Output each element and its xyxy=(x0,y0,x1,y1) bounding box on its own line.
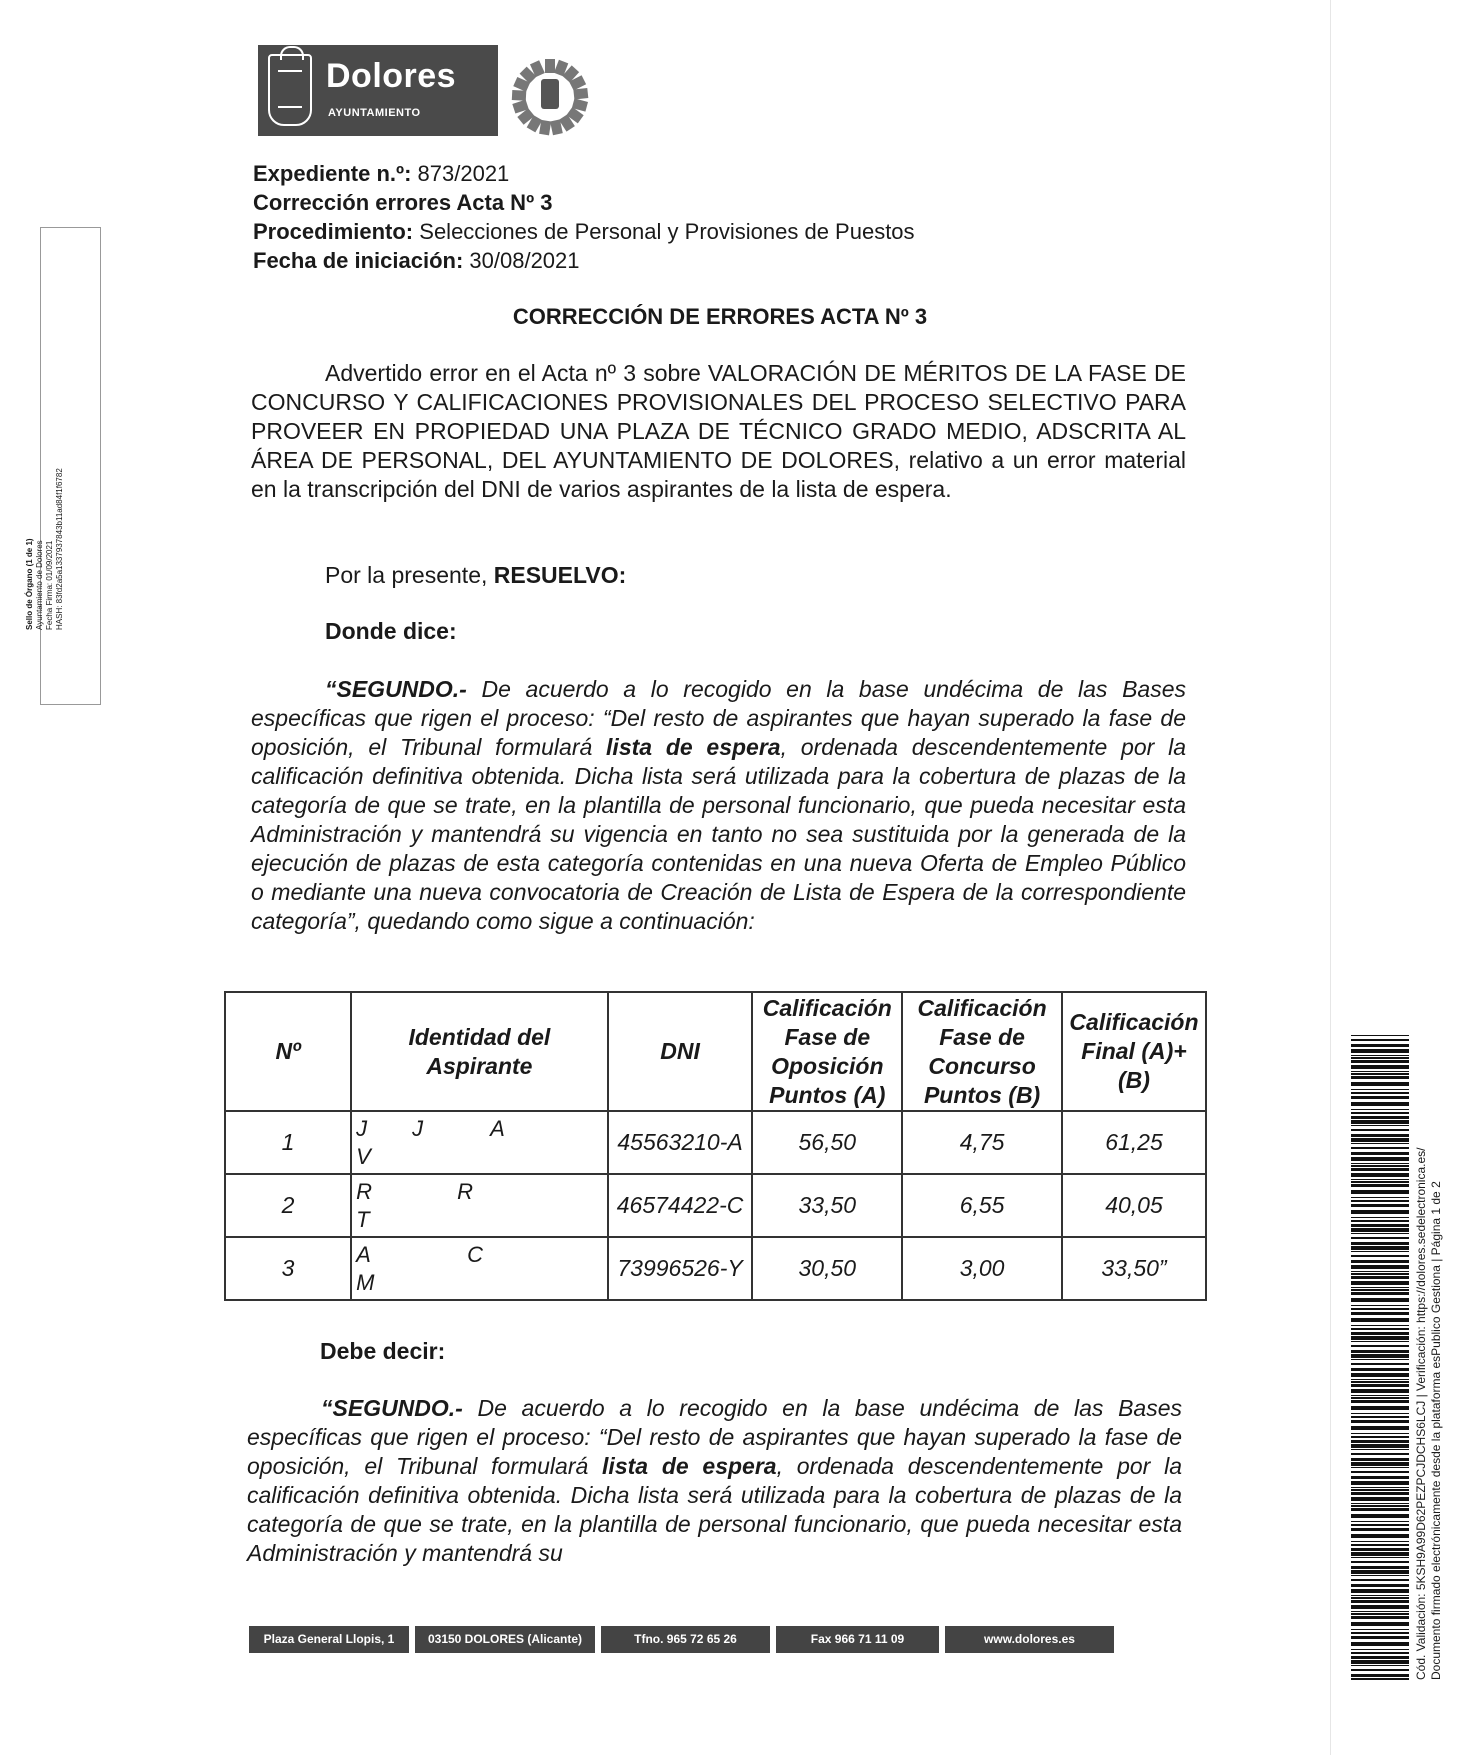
resuelvo-bold: RESUELVO: xyxy=(493,562,627,588)
cell-dni: 46574422-C xyxy=(608,1174,753,1237)
segundo-text-2: , ordenada descendentemente por la calificación definitiva obtenida. Dicha lista será utilizada para la cobertura de plazas de la categoría de que se trate, en la plantilla de personal funcionario, que pueda necesitar esta Administración y mantendrá su vigencia en tanto no sea sustituida por la generada de la ejecución de plazas de esta categoría contenidas en una nueva Oferta de Empleo Público o mediante una nueva convocatoria de Creación de Lista de Espera de la correspondiente categoría”, quedando como sigue a continuación: xyxy=(251,734,1187,934)
logo-name: Dolores xyxy=(326,57,457,95)
segundo-bold: lista de espera xyxy=(602,1453,777,1479)
stamp-line: Ayuntamiento de Dolores xyxy=(35,540,44,630)
resuelvo-prefix: Por la presente, xyxy=(325,562,488,588)
footer-address: Plaza General Llopis, 1 xyxy=(249,1626,409,1653)
expediente-label: Expediente n.º: xyxy=(253,161,412,186)
table-header-row xyxy=(225,992,1206,1111)
cell-oposicion: 56,50 xyxy=(752,1111,902,1174)
table-row xyxy=(225,1111,1206,1174)
name-initial: V xyxy=(356,1144,371,1169)
lista-espera-table xyxy=(224,991,1207,1301)
cell-final: 61,25 xyxy=(1062,1111,1206,1174)
procedimiento-label: Procedimiento: xyxy=(253,219,414,244)
document-title: CORRECCIÓN DE ERRORES ACTA Nº 3 xyxy=(512,304,928,329)
cell-dni: 73996526-Y xyxy=(608,1237,753,1300)
footer-website: www.dolores.es xyxy=(945,1626,1114,1653)
debe-decir-heading: Debe decir: xyxy=(320,1338,446,1364)
correccion-line: Corrección errores Acta Nº 3 xyxy=(253,190,553,215)
segundo-text-2b: , ordenada descendentemente por la calificación definitiva obtenida. Dicha lista será utilizada para la cobertura de plazas de la categoría de que se trate, en la plantilla de personal funcionario, que pueda necesitar esta Administración y mantendrá su xyxy=(247,1453,1183,1566)
validation-text xyxy=(1414,1148,1444,1681)
validation-line: Documento firmado electrónicamente desde la plataforma esPublico Gestiona | Página 1 de 2 xyxy=(1429,1181,1443,1680)
name-initial: J xyxy=(356,1116,368,1141)
name-initial: R xyxy=(457,1179,474,1204)
name-initial: A xyxy=(490,1116,505,1141)
segundo-text-1: De acuerdo a lo recogido en la base undécima de las Bases específicas que rigen el proceso: “Del resto de aspirantes que hayan superado la fase de oposición, el Tribunal formulará xyxy=(247,1395,1183,1479)
cell-concurso: 6,55 xyxy=(902,1174,1062,1237)
cell-oposicion: 33,50 xyxy=(752,1174,902,1237)
validation-line: Cód. Validación: 5KSH9A99D62PEZPCJDCHS6LCJ | Verificación: https://dolores.sedelectronica.es/ xyxy=(1414,1147,1428,1680)
fecha-value: 30/08/2021 xyxy=(469,248,580,273)
cell-identidad xyxy=(351,1111,608,1174)
segundo-label: “SEGUNDO.- xyxy=(325,676,467,702)
cell-num: 2 xyxy=(225,1174,351,1237)
segundo-paragraph-corrected xyxy=(247,1394,1182,1568)
cell-dni: 45563210-A xyxy=(608,1111,753,1174)
segundo-text-1: De acuerdo a lo recogido en la base undécima de las Bases específicas que rigen el proceso: “Del resto de aspirantes que hayan superado la fase de oposición, el Tribunal formulará xyxy=(251,676,1187,760)
segundo-label: “SEGUNDO.- xyxy=(321,1395,463,1421)
name-initial: T xyxy=(356,1207,370,1232)
name-initial: R xyxy=(356,1179,373,1204)
resuelvo-line xyxy=(325,562,626,589)
cell-final: 33,50” xyxy=(1062,1237,1206,1300)
cell-identidad xyxy=(351,1174,608,1237)
dolores-logo xyxy=(258,45,498,136)
footer-fax: Fax 966 71 11 09 xyxy=(776,1626,939,1653)
expediente-value: 873/2021 xyxy=(417,161,510,186)
document-header xyxy=(253,159,915,275)
name-initial: A xyxy=(356,1242,371,1267)
segundo-bold: lista de espera xyxy=(606,734,781,760)
name-initial: C xyxy=(467,1242,484,1267)
name-initial: J xyxy=(412,1116,424,1141)
cell-concurso: 3,00 xyxy=(902,1237,1062,1300)
page-edge xyxy=(1330,0,1331,1755)
cell-identidad xyxy=(351,1237,608,1300)
cell-num: 3 xyxy=(225,1237,351,1300)
footer-postal: 03150 DOLORES (Alicante) xyxy=(415,1626,595,1653)
header-concurso: Calificación Fase de Concurso Puntos (B) xyxy=(902,992,1062,1111)
cell-oposicion: 30,50 xyxy=(752,1237,902,1300)
seal-stamp-text xyxy=(25,468,65,630)
cell-num: 1 xyxy=(225,1111,351,1174)
header-identidad: Identidad del Aspirante xyxy=(351,992,608,1111)
header-num: Nº xyxy=(225,992,351,1111)
barcode-icon xyxy=(1351,1035,1409,1680)
seal-stamp-box xyxy=(40,227,101,705)
stamp-line: Sello de Órgano (1 de 1) xyxy=(25,538,34,630)
name-initial: M xyxy=(356,1270,375,1295)
cell-concurso: 4,75 xyxy=(902,1111,1062,1174)
segundo-paragraph-original xyxy=(251,675,1186,936)
header-dni: DNI xyxy=(608,992,753,1111)
table-row xyxy=(225,1174,1206,1237)
stamp-line: Fecha Firma: 01/09/2021 xyxy=(45,540,54,630)
coat-of-arms-icon xyxy=(268,54,312,126)
header-oposicion: Calificación Fase de Oposición Puntos (A) xyxy=(752,992,902,1111)
cell-final: 40,05 xyxy=(1062,1174,1206,1237)
fecha-label: Fecha de iniciación: xyxy=(253,248,464,273)
agenda-2030-logo xyxy=(506,45,594,140)
logo-subtitle: AYUNTAMIENTO xyxy=(328,107,421,119)
table-row xyxy=(225,1237,1206,1300)
stamp-line: HASH: 83fd2a5a1337937843b11ad84f1f6782 xyxy=(55,468,64,630)
header-final: Calificación Final (A)+(B) xyxy=(1062,992,1206,1111)
procedimiento-value: Selecciones de Personal y Provisiones de Puestos xyxy=(419,219,915,244)
intro-paragraph: Advertido error en el Acta nº 3 sobre VALORACIÓN DE MÉRITOS DE LA FASE DE CONCURSO Y CALIFICACIONES PROVISIONALES DEL PROCESO SELECTIVO PARA PROVEER EN PROPIEDAD UNA PLAZA DE TÉCNICO GRADO MEDIO, ADSCRITA AL ÁREA DE PERSONAL, DEL AYUNTAMIENTO DE DOLORES, relativo a un error material en la transcripción del DNI de varios aspirantes de la lista de espera. xyxy=(251,360,1186,502)
donde-dice-heading: Donde dice: xyxy=(325,618,457,644)
footer-phone: Tfno. 965 72 65 26 xyxy=(601,1626,770,1653)
